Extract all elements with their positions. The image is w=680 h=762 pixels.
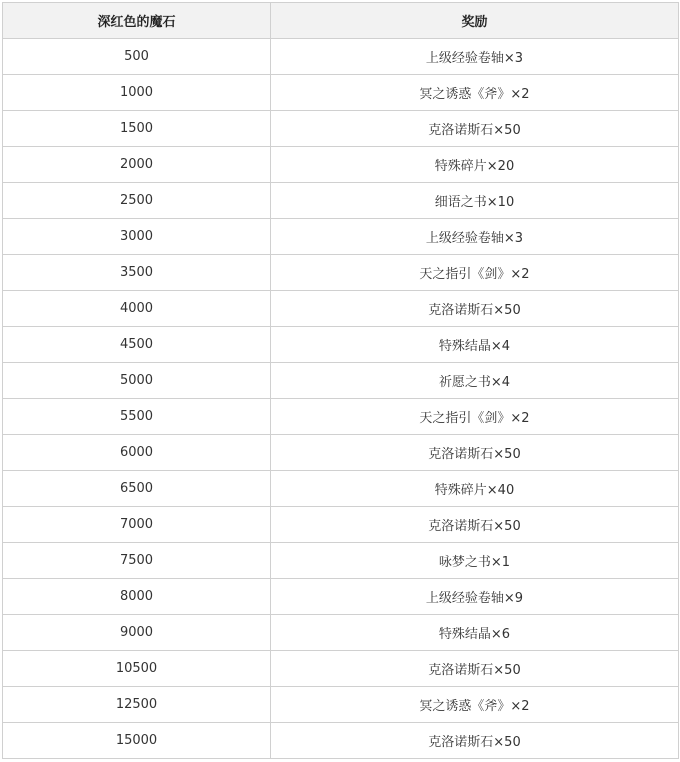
reward-cell: 冥之诱惑《斧》×2	[271, 687, 679, 723]
table-row	[3, 615, 679, 651]
reward-cell: 细语之书×10	[271, 183, 679, 219]
table-row	[3, 507, 679, 543]
stones-cell: 2000	[3, 147, 271, 183]
table-row	[3, 651, 679, 687]
reward-cell: 天之指引《剑》×2	[271, 255, 679, 291]
stones-cell: 1500	[3, 111, 271, 147]
stones-cell: 500	[3, 39, 271, 75]
stones-cell: 1000	[3, 75, 271, 111]
table-row	[3, 39, 679, 75]
stones-cell: 12500	[3, 687, 271, 723]
reward-cell: 天之指引《剑》×2	[271, 399, 679, 435]
reward-cell: 克洛诺斯石×50	[271, 651, 679, 687]
reward-cell: 上级经验卷轴×9	[271, 579, 679, 615]
reward-cell: 特殊碎片×20	[271, 147, 679, 183]
reward-cell: 克洛诺斯石×50	[271, 111, 679, 147]
stones-cell: 3500	[3, 255, 271, 291]
table-row	[3, 327, 679, 363]
column-header-stones: 深红色的魔石	[3, 3, 271, 39]
stones-cell: 4500	[3, 327, 271, 363]
stones-cell: 9000	[3, 615, 271, 651]
stones-cell: 2500	[3, 183, 271, 219]
reward-cell: 克洛诺斯石×50	[271, 723, 679, 759]
reward-cell: 上级经验卷轴×3	[271, 39, 679, 75]
reward-cell: 上级经验卷轴×3	[271, 219, 679, 255]
table-row	[3, 147, 679, 183]
reward-cell: 冥之诱惑《斧》×2	[271, 75, 679, 111]
table-row	[3, 183, 679, 219]
table-row	[3, 363, 679, 399]
table-body	[3, 39, 679, 759]
table-row	[3, 75, 679, 111]
stones-cell: 6000	[3, 435, 271, 471]
table-row	[3, 435, 679, 471]
stones-cell: 7500	[3, 543, 271, 579]
column-header-reward: 奖励	[271, 3, 679, 39]
table-row	[3, 579, 679, 615]
reward-cell: 克洛诺斯石×50	[271, 507, 679, 543]
stones-cell: 5000	[3, 363, 271, 399]
reward-cell: 咏梦之书×1	[271, 543, 679, 579]
table-row	[3, 723, 679, 759]
table-row	[3, 687, 679, 723]
reward-table-container	[2, 2, 678, 759]
reward-cell: 特殊碎片×40	[271, 471, 679, 507]
table-row	[3, 471, 679, 507]
stones-cell: 15000	[3, 723, 271, 759]
table-row	[3, 219, 679, 255]
stones-cell: 8000	[3, 579, 271, 615]
reward-cell: 祈愿之书×4	[271, 363, 679, 399]
table-row	[3, 255, 679, 291]
stones-cell: 3000	[3, 219, 271, 255]
table-header-row	[3, 3, 679, 39]
reward-table	[2, 2, 679, 759]
table-row	[3, 399, 679, 435]
stones-cell: 5500	[3, 399, 271, 435]
stones-cell: 10500	[3, 651, 271, 687]
reward-cell: 特殊结晶×4	[271, 327, 679, 363]
reward-cell: 克洛诺斯石×50	[271, 435, 679, 471]
stones-cell: 4000	[3, 291, 271, 327]
reward-cell: 克洛诺斯石×50	[271, 291, 679, 327]
reward-cell: 特殊结晶×6	[271, 615, 679, 651]
table-row	[3, 291, 679, 327]
table-row	[3, 543, 679, 579]
stones-cell: 7000	[3, 507, 271, 543]
stones-cell: 6500	[3, 471, 271, 507]
table-row	[3, 111, 679, 147]
